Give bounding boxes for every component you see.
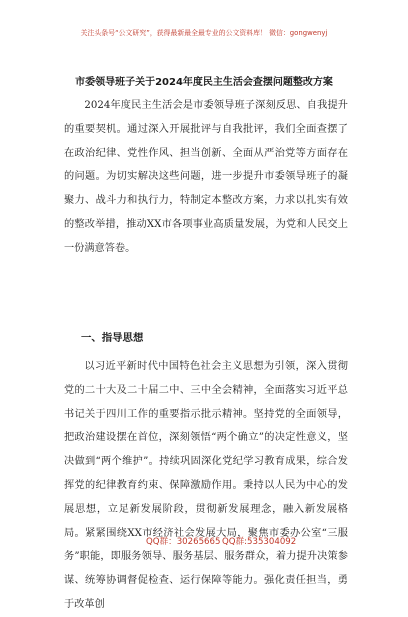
section-paragraph-block — [64, 355, 348, 617]
section-heading-guiding-ideology: 一、指导思想 — [81, 332, 144, 344]
intro-paragraph-block — [64, 94, 348, 261]
footer-contact — [0, 535, 408, 549]
section-paragraph: 以习近平新时代中国特色社会主义思想为引领，深入贯彻党的二十大及二十届二中、三中全会精神，全面落实习近平总书记关于四川工作的重要指示批示精神。坚持党的全面领导，把政治建设摆在首位，深刻领悟“两个确立”的决定性意义，坚决做到“两个维护”。持续巩固深化党纪学习教育成果，综合发挥党的纪律教育约束、保障激励作用。秉持以人民为中心的发展思想，立足新发展阶段，贯彻新发展理念，融入新发展格局。紧紧围绕XX市经济社会发展大局，聚焦市委办公室“三服务”职能，即服务领导、服务基层、服务群众，着力提升决策参谋、统筹协调督促检查、运行保障等能力。强化责任担当，勇于改革创 — [64, 361, 348, 610]
promo-banner: 关注头条号“公文研究”，获得最新最全最专业的公文资料库！ 微信：gongwenyj — [80, 29, 328, 37]
qq-group-right: QQ群:535304092 — [222, 537, 297, 547]
qq-group-left: QQ群：30265665 — [146, 537, 221, 547]
intro-paragraph: 2024年度民主生活会是市委领导班子深刻反思、自我提升的重要契机。通过深入开展批评与自我批评，我们全面查摆了在政治纪律、党性作风、担当创新、全面从严治党等方面存在的问题。为切实解决这些问题，进一步提升市委领导班子的凝聚力、战斗力和执行力，特制定本整改方案，力求以扎实有效的整改举措，推动XX市各项事业高质量发展，为党和人民交上一份满意答卷。 — [64, 100, 348, 254]
document-title: 市委领导班子关于2024年度民主生活会查摆问题整改方案 — [75, 77, 333, 88]
